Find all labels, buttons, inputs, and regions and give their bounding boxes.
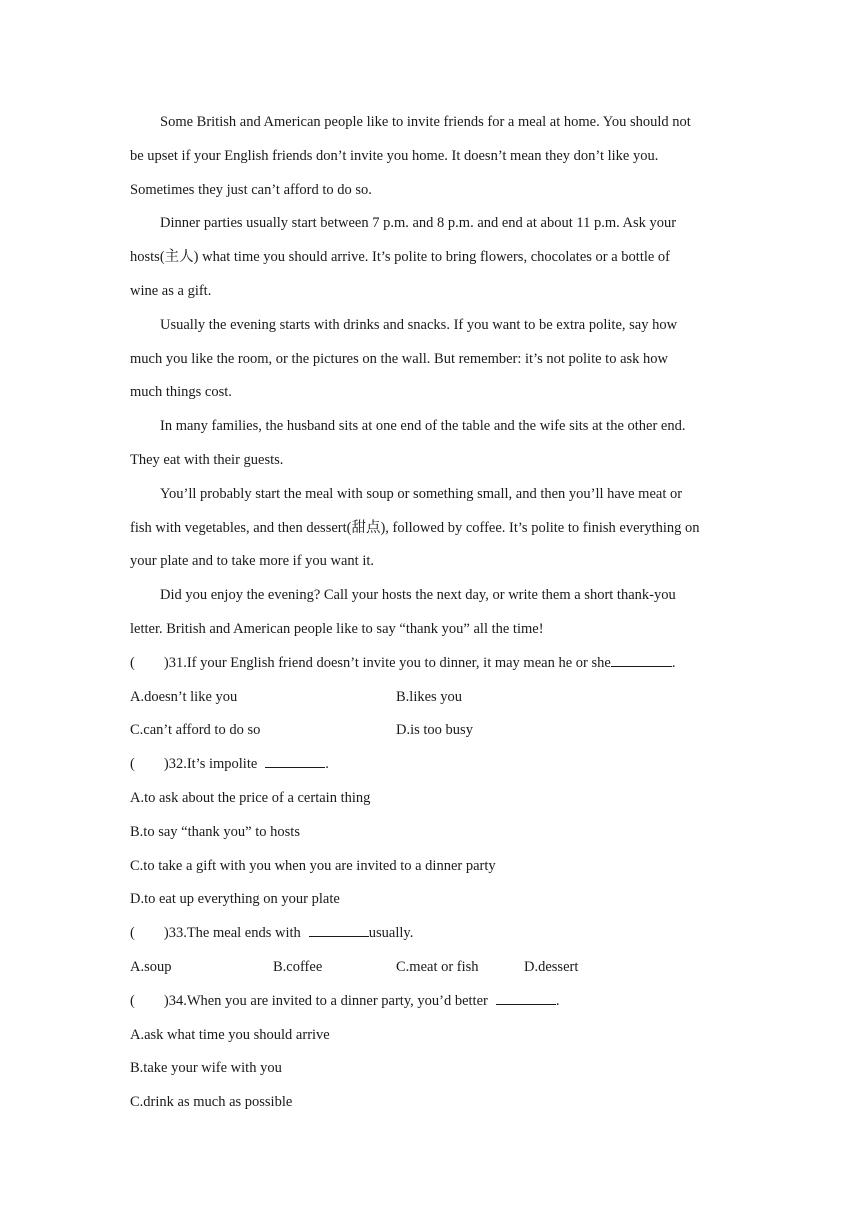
question-stem	[130, 985, 730, 1019]
answer-paren-close: )	[163, 756, 169, 773]
option-d[interactable]: D.is too busy	[396, 722, 473, 739]
answer-blank[interactable]	[611, 652, 672, 667]
text-line: In many families, the husband sits at one end of the table and the wife sits at the other end.	[160, 418, 686, 435]
answer-paren-close: )	[163, 925, 169, 942]
answer-paren-close: )	[163, 654, 169, 671]
text-line: Sometimes they just can’t afford to do so.	[130, 181, 372, 198]
answer-blank[interactable]	[496, 990, 556, 1005]
option-d[interactable]: D.to eat up everything on your plate	[130, 891, 340, 908]
question-33	[130, 917, 730, 985]
option-b[interactable]: B.likes you	[396, 688, 463, 705]
text-line: Some British and American people like to invite friends for a meal at home. You should not	[160, 114, 691, 130]
text-line: Did you enjoy the evening? Call your hosts the next day, or write them a short thank-you	[160, 587, 676, 604]
option-b[interactable]: B.take your wife with you	[130, 1060, 282, 1077]
paragraph-4	[130, 410, 730, 478]
options-row	[130, 714, 730, 748]
paragraph-5	[130, 478, 730, 579]
answer-paren-open: (	[130, 654, 135, 671]
question-text-end: .	[325, 756, 329, 773]
question-text-end: usually.	[368, 925, 414, 942]
question-stem	[130, 748, 730, 782]
text-line: your plate and to take more if you want it.	[130, 553, 375, 570]
option-c[interactable]: C.drink as much as possible	[130, 1094, 293, 1111]
text-line: You’ll probably start the meal with soup or something small, and then you’ll have meat or	[160, 485, 683, 502]
option-c[interactable]: C.can’t afford to do so	[130, 722, 261, 739]
text-line: They eat with their guests.	[130, 451, 284, 468]
option-a[interactable]: A.soup	[130, 958, 172, 975]
option-c[interactable]: C.to take a gift with you when you are invited to a dinner party	[130, 857, 496, 874]
text-line: Dinner parties usually start between 7 p.m. and 8 p.m. and end at about 11 p.m. Ask your	[160, 215, 677, 232]
text-line: much you like the room, or the pictures on the wall. But remember: it’s not polite to ask how	[130, 350, 669, 367]
question-34	[130, 985, 730, 1120]
answer-blank[interactable]	[265, 753, 325, 768]
text-line: letter. British and American people like to say “thank you” all the time!	[130, 620, 544, 637]
question-stem	[130, 647, 730, 681]
answer-blank[interactable]	[309, 922, 369, 937]
paragraph-6	[130, 579, 730, 647]
options-row	[130, 951, 730, 985]
question-text-end: .	[671, 654, 676, 671]
options-row	[130, 681, 730, 715]
paragraph-1	[130, 106, 730, 207]
answer-paren-open: (	[130, 925, 135, 942]
option-a[interactable]: A.doesn’t like you	[130, 688, 238, 705]
option-d[interactable]: D.dessert	[524, 958, 579, 975]
question-stem	[130, 917, 730, 951]
question-text: 33.The meal ends with	[168, 925, 301, 942]
question-text-end: .	[555, 992, 560, 1009]
paragraph-2	[130, 207, 730, 308]
text-line: Usually the evening starts with drinks and snacks. If you want to be extra polite, say how	[160, 316, 678, 333]
question-32	[130, 748, 730, 917]
option-b[interactable]: B.coffee	[273, 958, 323, 975]
answer-paren-close: )	[163, 992, 169, 1009]
text-line: wine as a gift.	[130, 282, 212, 299]
option-c[interactable]: C.meat or fish	[396, 958, 479, 975]
question-text: 34.When you are invited to a dinner party, you’d better	[168, 992, 488, 1009]
option-a[interactable]: A.ask what time you should arrive	[130, 1026, 330, 1043]
answer-paren-open: (	[130, 992, 135, 1009]
question-text: 32.It’s impolite	[168, 756, 258, 773]
document-page	[130, 106, 730, 1120]
text-line: be upset if your English friends don’t invite you home. It doesn’t mean they don’t like you.	[130, 147, 659, 164]
paragraph-3	[130, 309, 730, 410]
question-text: 31.If your English friend doesn’t invite you to dinner, it may mean he or she	[168, 654, 611, 671]
text-line: much things cost.	[130, 384, 232, 401]
answer-paren-open: (	[130, 756, 135, 773]
text-line: fish with vegetables, and then dessert(甜点), followed by coffee. It’s polite to finish everything on	[130, 519, 700, 536]
text-line: hosts(主人) what time you should arrive. It’s polite to bring flowers, chocolates or a bottle of	[130, 249, 671, 266]
option-b[interactable]: B.to say “thank you” to hosts	[130, 823, 300, 840]
option-a[interactable]: A.to ask about the price of a certain thing	[130, 789, 371, 806]
question-31	[130, 647, 730, 748]
